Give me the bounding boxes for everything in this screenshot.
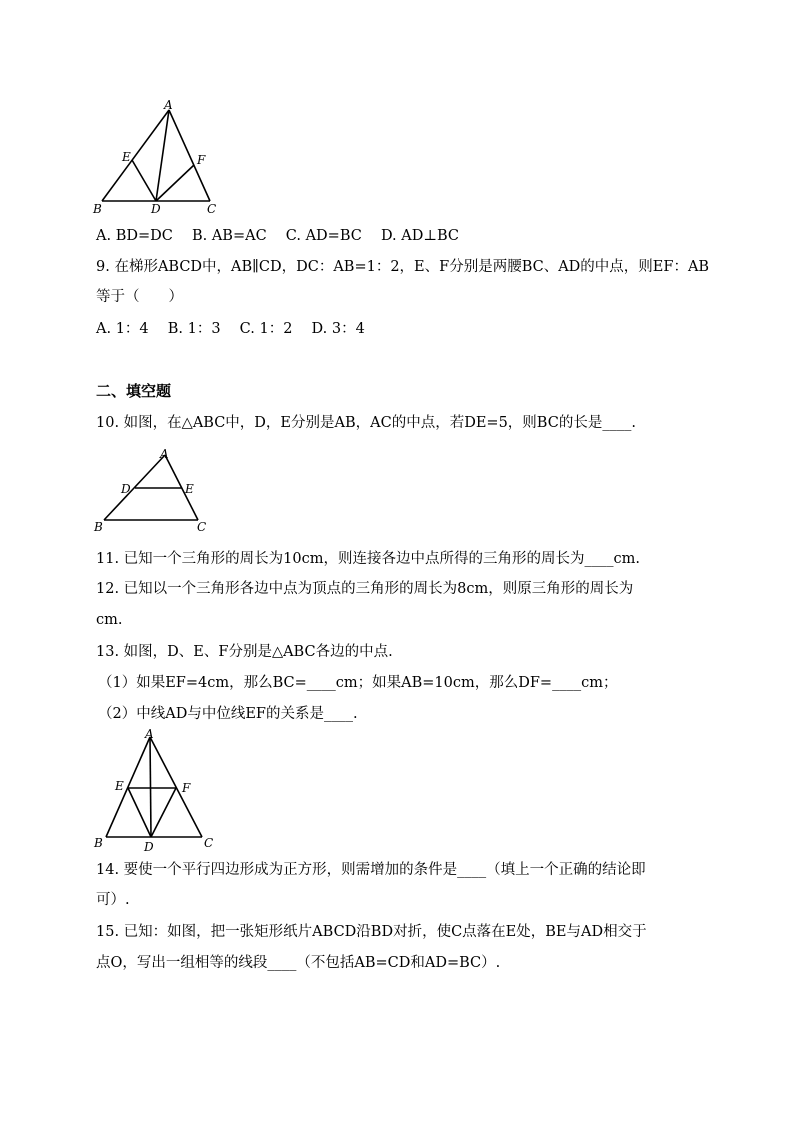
label-b: B — [93, 202, 102, 216]
q9-options: A. 1：4 B. 1：3 C. 1：2 D. 3：4 — [96, 321, 365, 337]
q15-question-line1: 15. 已知：如图，把一张矩形纸片ABCD沿BD对折，使C点落在E处，BE与AD相交于 — [96, 924, 647, 940]
label-d: D — [151, 202, 161, 216]
section-heading: 二、填空题 — [96, 382, 172, 400]
q12-question-line2: cm. — [96, 612, 123, 628]
label-d: D — [121, 482, 131, 496]
segment-ad — [156, 110, 169, 201]
q13-question: 13. 如图，D、E、F分别是△ABC各边的中点. — [96, 644, 393, 660]
q14-question-line2: 可）. — [96, 892, 130, 908]
segment-ed — [128, 788, 151, 837]
label-c: C — [207, 202, 217, 216]
label-b: B — [94, 520, 103, 534]
q8-options: A. BD=DC B. AB=AC C. AD=BC D. AD⊥BC — [96, 228, 460, 244]
q11-question: 11. 已知一个三角形的周长为10cm，则连接各边中点所得的三角形的周长为____cm. — [96, 551, 640, 567]
segment-ad — [150, 737, 151, 837]
label-e: E — [115, 779, 124, 793]
q9-question-line2: 等于（ ） — [96, 289, 183, 305]
figure-q13-triangle — [90, 726, 220, 852]
label-c: C — [197, 520, 207, 534]
q13-part2: （2）中线AD与中位线EF的关系是____. — [98, 706, 358, 722]
q14-question-line1: 14. 要使一个平行四边形成为正方形，则需增加的条件是____（填上一个正确的结论即 — [96, 862, 646, 878]
q12-question-line1: 12. 已知以一个三角形各边中点为顶点的三角形的周长为8cm，则原三角形的周长为 — [96, 581, 634, 597]
label-e: E — [122, 150, 131, 164]
segment-fd — [151, 788, 176, 837]
label-a: A — [164, 98, 173, 112]
label-c: C — [204, 836, 214, 850]
figure-q8-triangle — [90, 98, 220, 218]
segment-ab — [102, 110, 169, 201]
label-a: A — [145, 727, 154, 741]
label-d: D — [144, 840, 154, 854]
label-b: B — [94, 836, 103, 850]
figure-q10-triangle — [90, 446, 220, 536]
q9-question-line1: 9. 在梯形ABCD中，AB∥CD，DC：AB=1：2，E、F分别是两腰BC、AD的中点，则EF：AB — [96, 259, 710, 275]
segment-df — [156, 165, 194, 201]
label-e: E — [185, 482, 194, 496]
q10-question: 10. 如图，在△ABC中，D，E分别是AB，AC的中点，若DE=5，则BC的长是____. — [96, 415, 636, 431]
label-f: F — [182, 781, 191, 795]
q13-part1: （1）如果EF=4cm，那么BC=____cm；如果AB=10cm，那么DF=____cm； — [98, 675, 618, 691]
q15-question-line2: 点O，写出一组相等的线段____（不包括AB=CD和AD=BC）. — [96, 955, 501, 971]
label-f: F — [197, 153, 206, 167]
label-a: A — [160, 447, 169, 461]
segment-ed — [132, 160, 156, 201]
